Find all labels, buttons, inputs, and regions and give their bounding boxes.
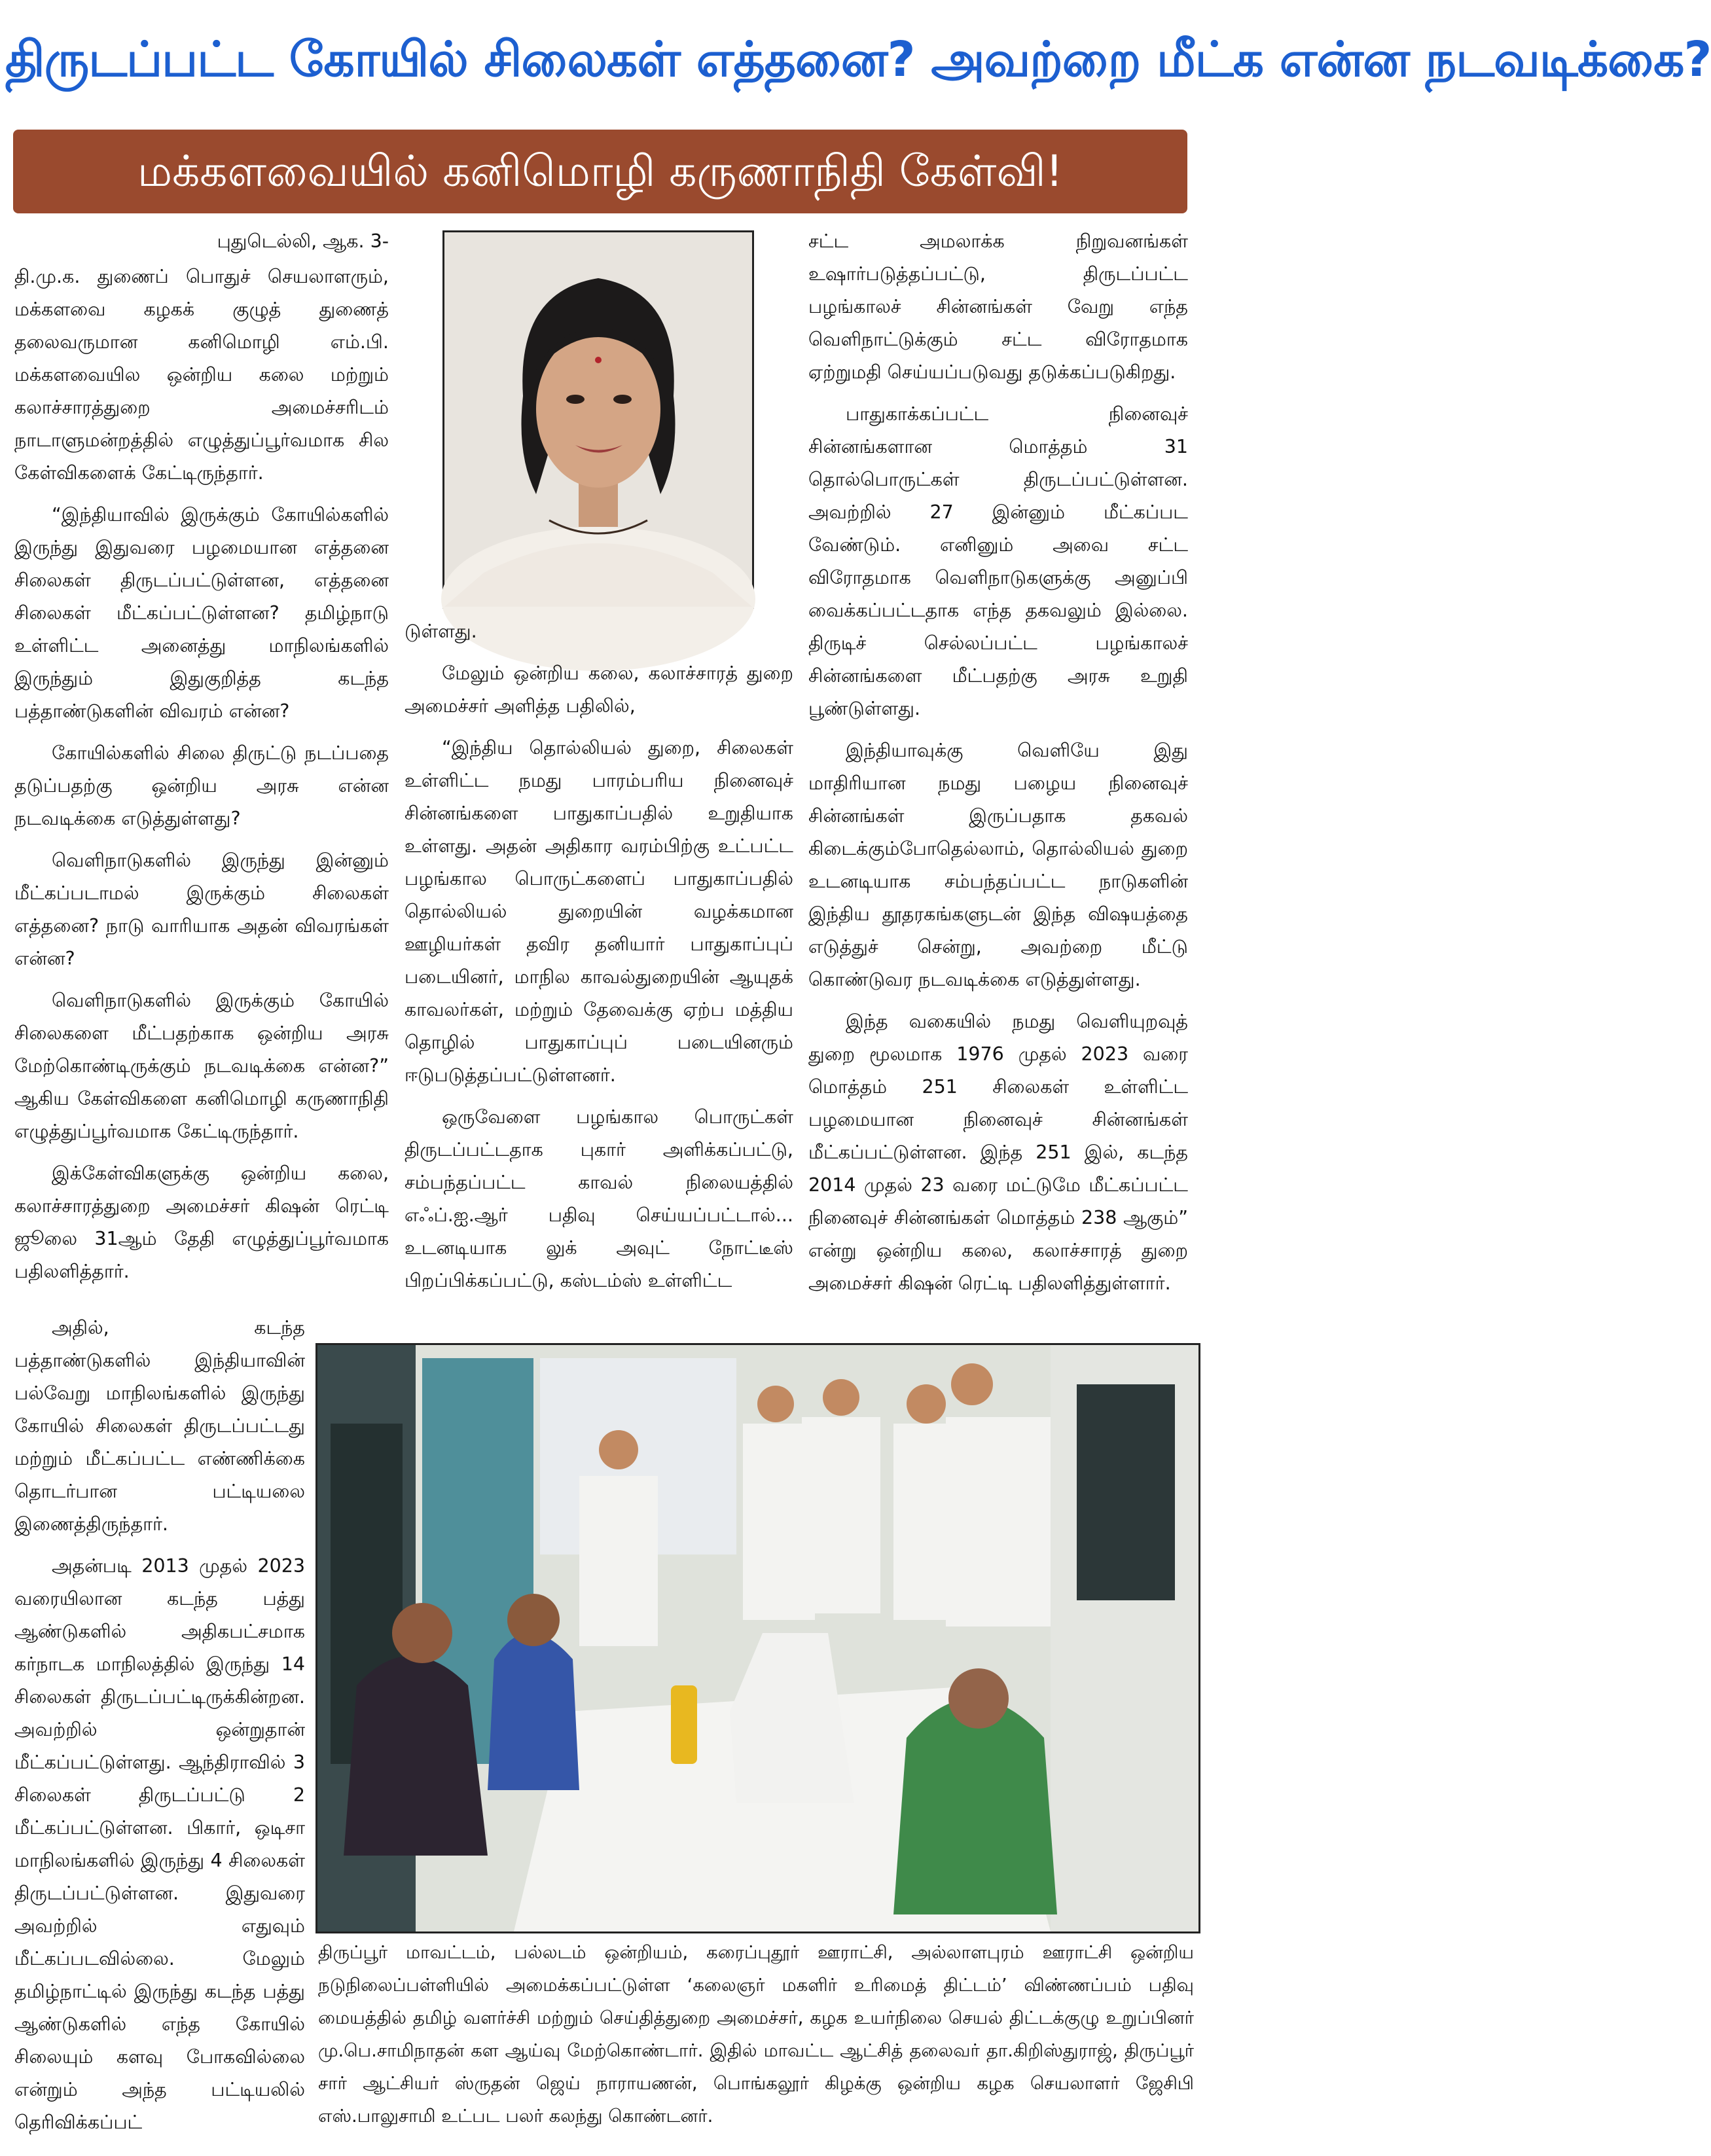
paragraph: ஒருவேளை பழங்கால பொருட்கள் திருடப்பட்டதாக புகார் அளிக்கப்பட்டு, சம்பந்தப்பட்ட காவல் நிலையத்தில் எஃப்.ஐ.ஆர் பதிவு செய்யப்பட்டால்... உடனடியாக லுக் அவுட் நோட்டீஸ் பிறப்பிக்கப்பட்டு, கஸ்டம்ஸ் உள்ளிட்ட	[405, 1106, 793, 1291]
paragraph: இந்தியாவுக்கு வெளியே இது மாதிரியான நமது பழைய நினைவுச் சின்னங்கள் இருப்பதாக தகவல் கிடைக்கும்போதெல்லாம், தொல்லியல் துறை உடனடியாக சம்பந்தப்பட்ட நாடுகளின் இந்திய தூதரகங்களுடன் இந்த விஷயத்தை எடுத்துச் சென்று, அவற்றை மீட்டு கொண்டுவர நடவடிக்கை எடுத்துள்ளது.	[808, 740, 1188, 990]
photo-caption: திருப்பூர் மாவட்டம், பல்லடம் ஒன்றியம், கரைப்புதூர் ஊராட்சி, அல்லாளபுரம் ஊராட்சி ஒன்றிய நடுநிலைப்பள்ளியில் அமைக்கப்பட்டுள்ள ‘கலைஞர் மகளிர் உரிமைத் திட்டம்’ விண்ணப்பம் பதிவு மையத்தில் தமிழ் வளர்ச்சி மற்றும் செய்தித்துறை அமைச்சர், கழக உயர்நிலை செயல் திட்டக்குழு உறுப்பினர் மு.பெ.சாமிநாதன் கள ஆய்வு மேற்கொண்டார். இதில் மாவட்ட ஆட்சித் தலைவர் தா.கிறிஸ்துராஜ், திருப்பூர் சார் ஆட்சியர் ஸ்ருதன் ஜெய் நாராயணன், பொங்கலூர் கிழக்கு ஒன்றிய கழக செயலாளர் ஜேசிபி எஸ்.பாலுசாமி உட்பட பலர் கலந்து கொண்டனர்.	[318, 1942, 1194, 2127]
paragraph: வெளிநாடுகளில் இருக்கும் கோயில் சிலைகளை மீட்பதற்காக ஒன்றிய அரசு மேற்கொண்டிருக்கும் நடவடிக்கை என்ன?” ஆகிய கேள்விகளை கனிமொழி கருணாநிதி எழுத்துப்பூர்வமாக கேட்டிருந்தார்.	[14, 990, 389, 1142]
paragraph: தி.மு.க. துணைப் பொதுச் செயலாளரும், மக்களவை கழகக் குழுத் துணைத் தலைவருமான கனிமொழி எம்.பி. மக்களவையில ஒன்றிய கலை மற்றும் கலாச்சாரத்துறை அமைச்சரிடம் நாடாளுமன்றத்தில் எழுத்துப்பூர்வமாக சில கேள்விகளைக் கேட்டிருந்தார்.	[14, 266, 389, 484]
subheadline-banner: மக்களவையில் கனிமொழி கருணாநிதி கேள்வி!	[13, 130, 1187, 213]
paragraph: இந்த வகையில் நமது வெளியுறவுத் துறை மூலமாக 1976 முதல் 2023 வரை மொத்தம் 251 சிலைகள் உள்ளிட்ட பழமையான நினைவுச் சின்னங்கள் மீட்கப்பட்டுள்ளன. இந்த 251 இல், கடந்த 2014 முதல் 23 வரை மட்டுமே மீட்கப்பட்ட நினைவுச் சின்னங்கள் மொத்தம் 238 ஆகும்” என்று ஒன்றிய கலை, கலாச்சாரத் துறை அமைச்சர் கிஷன் ரெட்டி பதிலளித்துள்ளார்.	[808, 1011, 1188, 1294]
paragraph: டுள்ளது.	[405, 620, 477, 642]
paragraph: வெளிநாடுகளில் இருந்து இன்னும் மீட்கப்படாமல் இருக்கும் சிலைகள் எத்தனை? நாடு வாரியாக அதன் விவரங்கள் என்ன?	[14, 850, 389, 969]
paragraph: “இந்தியாவில் இருக்கும் கோயில்களில் இருந்து இதுவரை பழமையான எத்தனை சிலைகள் திருடப்பட்டுள்ளன, எத்தனை சிலைகள் மீட்கப்பட்டுள்ளன? தமிழ்நாடு உள்ளிட்ட அனைத்து மாநிலங்களில் இருந்தும் இதுகுறித்த கடந்த பத்தாண்டுகளின் விவரம் என்ன?	[14, 504, 389, 722]
paragraph: சட்ட அமலாக்க நிறுவனங்கள் உஷார்படுத்தப்பட்டு, திருடப்பட்ட பழங்காலச் சின்னங்கள் வேறு எந்த வெளிநாட்டுக்கும் சட்ட விரோதமாக ஏற்றுமதி செய்யப்படுவது தடுக்கப்படுகிறது.	[808, 230, 1188, 383]
paragraph: “இந்திய தொல்லியல் துறை, சிலைகள் உள்ளிட்ட நமது பாரம்பரிய நினைவுச் சின்னங்களை பாதுகாப்பதில் உறுதியாக உள்ளது. அதன் அதிகார வரம்பிற்கு உட்பட்ட பழங்கால பொருட்களைப் பாதுகாப்பதில் தொல்லியல் துறையின் வழக்கமான ஊழியர்கள் தவிர தனியார் பாதுகாப்புப் படையினர், மாநில காவல்துறையின் ஆயுதக் காவலர்கள், மற்றும் தேவைக்கு ஏற்ப மத்திய தொழில் பாதுகாப்புப் படையினரும் ஈடுபடுத்தப்பட்டுள்ளனர்.	[405, 737, 793, 1086]
article-column-2	[405, 615, 793, 1306]
portrait-photo	[442, 230, 754, 609]
paragraph: மேலும் ஒன்றிய கலை, கலாச்சாரத் துறை அமைச்சர் அளித்த பதிலில்,	[405, 662, 793, 717]
dateline: புதுடெல்லி, ஆக. 3-	[217, 230, 389, 252]
paragraph: இக்கேள்விகளுக்கு ஒன்றிய கலை, கலாச்சாரத்துறை அமைச்சர் கிஷன் ரெட்டி ஜூலை 31ஆம் தேதி எழுத்துப்பூர்வமாக பதிலளித்தார்.	[14, 1162, 389, 1282]
headline: திருடப்பட்ட கோயில் சிலைகள் எத்தனை? அவற்றை மீட்க என்ன நடவடிக்கை?	[5, 31, 1711, 88]
article-column-1	[14, 225, 389, 1297]
paragraph: கோயில்களில் சிலை திருட்டு நடப்பதை தடுப்பதற்கு ஒன்றிய அரசு என்ன நடவடிக்கை எடுத்துள்ளது?	[14, 742, 389, 829]
article-column-3	[808, 225, 1188, 1309]
paragraph: அதில், கடந்த பத்தாண்டுகளில் இந்தியாவின் பல்வேறு மாநிலங்களில் இருந்து கோயில் சிலைகள் திருடப்பட்டது மற்றும் மீட்கப்பட்ட எண்ணிக்கை தொடர்பான பட்டியலை இணைத்திருந்தார்.	[14, 1317, 305, 1535]
news-photo	[315, 1343, 1200, 1933]
article-column-1-continued	[14, 1312, 305, 2148]
paragraph: அதன்படி 2013 முதல் 2023 வரையிலான கடந்த பத்து ஆண்டுகளில் அதிகபட்சமாக கர்நாடக மாநிலத்தில் இருந்து 14 சிலைகள் திருடப்பட்டிருக்கின்றன. அவற்றில் ஒன்றுதான் மீட்கப்பட்டுள்ளது. ஆந்திராவில் 3 சிலைகள் திருடப்பட்டு 2 மீட்கப்பட்டுள்ளன. பிகார், ஒடிசா மாநிலங்களில் இருந்து 4 சிலைகள் திருடப்பட்டுள்ளன. இதுவரை அவற்றில் எதுவும் மீட்கப்படவில்லை. மேலும் தமிழ்நாட்டில் இருந்து கடந்த பத்து ஆண்டுகளில் எந்த கோயில் சிலையும் களவு போகவில்லை என்றும் அந்த பட்டியலில் தெரிவிக்கப்பட்	[14, 1555, 305, 2133]
paragraph: பாதுகாக்கப்பட்ட நினைவுச் சின்னங்களான மொத்தம் 31 தொல்பொருட்கள் திருடப்பட்டுள்ளன. அவற்றில் 27 இன்னும் மீட்கப்பட வேண்டும். எனினும் அவை சட்ட விரோதமாக வெளிநாடுகளுக்கு அனுப்பி வைக்கப்பட்டதாக எந்த தகவலும் இல்லை. திருடிச் செல்லப்பட்ட பழங்காலச் சின்னங்களை மீட்பதற்கு அரசு உறுதி பூண்டுள்ளது.	[808, 403, 1188, 719]
